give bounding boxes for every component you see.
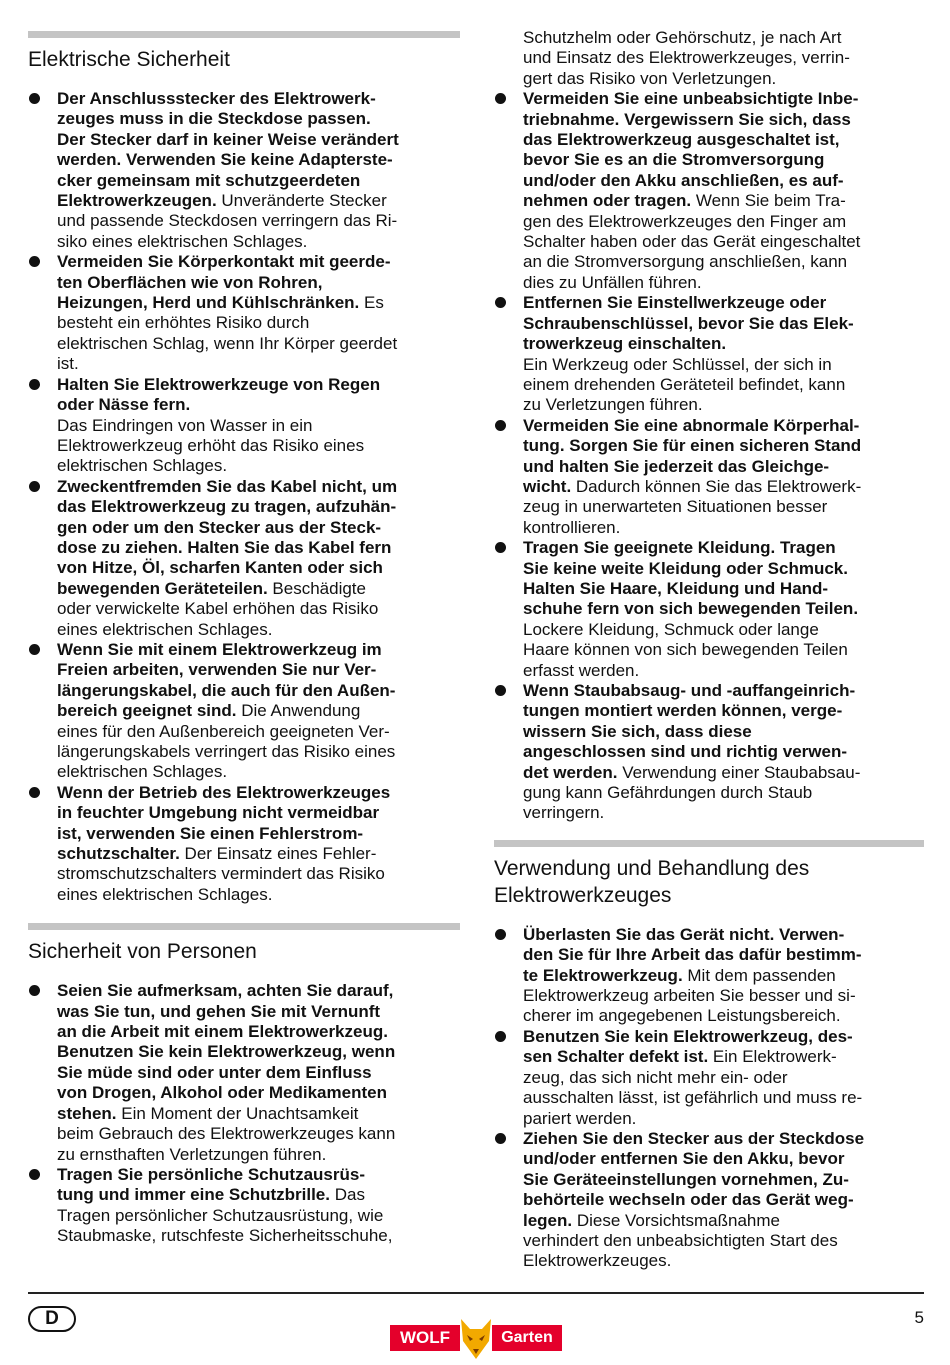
text-line: eines elektrischen Schlages. (57, 884, 273, 904)
text-line: zu Verletzungen führen. (523, 395, 703, 415)
bold-text: legen. (523, 1210, 573, 1230)
bold-text: bewegenden Geräteteilen. (57, 578, 268, 598)
normal-text: Wenn Sie beim Tra- (691, 191, 846, 211)
bold-line: ten Oberflächen wie von Rohren, (57, 272, 323, 292)
bold-line: Vermeiden Sie Körperkontakt mit geerde- (57, 252, 391, 272)
list-item (28, 89, 460, 252)
bold-line: behörteile wechseln oder das Gerät weg- (523, 1190, 854, 1210)
bold-line: an die Arbeit mit einem Elektrowerkzeug. (57, 1022, 388, 1042)
text-line: kontrollieren. (523, 517, 621, 537)
section-heading-tool-use (494, 855, 924, 909)
text-line: siko eines elektrischen Schlages. (57, 231, 308, 251)
list-item (28, 783, 460, 905)
bold-line: Sie keine weite Kleidung oder Schmuck. (523, 558, 848, 578)
bold-text: nehmen oder tragen. (523, 191, 692, 211)
bold-line: Ziehen Sie den Stecker aus der Steckdose (523, 1128, 865, 1148)
bold-line: Schraubenschlüssel, bevor Sie das Elek- (523, 313, 854, 333)
bold-line: Sie Geräteeinstellungen vornehmen, Zu- (523, 1169, 849, 1189)
text-line: ist. (57, 354, 79, 374)
text-line: Schutzhelm oder Gehörschutz, je nach Art (523, 28, 842, 47)
bold-line: Halten Sie Elektrowerkzeuge von Regen (57, 374, 381, 394)
normal-text: Unveränderte Stecker (216, 191, 387, 211)
list-item (28, 640, 460, 783)
bold-text: te Elektrowerkzeug. (523, 965, 683, 985)
electrical-safety-list (28, 89, 460, 905)
bold-line: Überlasten Sie das Gerät nicht. Verwen- (523, 924, 845, 944)
text-line: zu ernsthaften Verletzungen führen. (57, 1144, 327, 1164)
normal-text: Dadurch können Sie das Elektrowerk- (571, 476, 862, 496)
bold-line: Wenn Staubabsaug- und -auffangeinrich- (523, 681, 856, 700)
bold-text: oder Nässe fern. (57, 395, 191, 415)
bold-line: und/oder den Akku anschließen, es auf- (523, 170, 844, 190)
text-line: pariert werden. (523, 1108, 637, 1128)
text-line: zeug, das sich nicht mehr ein- oder (523, 1067, 788, 1087)
bold-line: in feuchter Umgebung nicht vermeidbar (57, 803, 380, 823)
mixed-line (57, 701, 460, 721)
section-heading-electrical-safety: Elektrische Sicherheit (28, 48, 230, 71)
normal-text: Beschädigte (267, 578, 366, 598)
bold-line: Wenn Sie mit einem Elektrowerkzeug im (57, 639, 382, 659)
mixed-line (523, 191, 924, 211)
text-line: Staubmaske, rutschfeste Sicherheitsschuhe, (57, 1226, 393, 1246)
bold-text: trowerkzeug einschalten. (523, 334, 727, 354)
text-line: Ein Werkzeug oder Schlüssel, der sich in (523, 354, 832, 374)
text-line: verringern. (523, 803, 605, 823)
bold-text: wicht. (523, 476, 572, 496)
heading-line: Elektrowerkzeuges (494, 883, 672, 907)
text-line: gen des Elektrowerkzeuges den Finger am (523, 211, 847, 231)
bold-line: dose zu ziehen. Halten Sie das Kabel fern (57, 537, 392, 557)
bold-line: das Elektrowerkzeug zu tragen, aufzuhän- (57, 497, 397, 517)
bullet-icon (29, 256, 40, 267)
text-line: oder verwickelte Kabel erhöhen das Risiko (57, 599, 379, 619)
bold-text: tung und immer eine Schutzbrille. (57, 1185, 330, 1205)
mixed-line (523, 763, 924, 783)
mixed-line (57, 579, 460, 599)
text-line: dies zu Unfällen führen. (523, 272, 702, 292)
section-heading-personal-safety: Sicherheit von Personen (28, 940, 257, 964)
bullet-icon (495, 1133, 506, 1144)
normal-text: Es (359, 293, 384, 313)
bullet-icon (29, 985, 40, 996)
heading-line: Verwendung und Behandlung des (494, 856, 810, 880)
text-line: beim Gebrauch des Elektrowerkzeuges kann (57, 1124, 396, 1144)
bullet-icon (495, 93, 506, 104)
bullet-icon (495, 929, 506, 940)
bullet-icon (29, 644, 40, 655)
list-item (28, 252, 460, 374)
bold-line: längerungskabel, die auch für den Außen- (57, 680, 396, 700)
bullet-icon (29, 379, 40, 390)
bold-line: angeschlossen sind und richtig verwen- (523, 742, 848, 762)
section-rule (28, 31, 460, 38)
list-item (494, 1027, 924, 1129)
bold-line: werden. Verwenden Sie keine Adapterste- (57, 150, 393, 170)
text-line: eines elektrischen Schlages. (57, 619, 273, 639)
text-line: Lockere Kleidung, Schmuck oder lange (523, 619, 819, 639)
text-line: elektrischen Schlages. (57, 456, 228, 476)
personal-safety-list-continued (494, 89, 924, 824)
bold-line: Wenn der Betrieb des Elektrowerkzeuges (57, 782, 391, 802)
bold-line: bevor Sie es an die Stromversorgung (523, 150, 825, 170)
normal-text: Diese Vorsichtsmaßnahme (572, 1210, 780, 1230)
text-line: an die Stromversorgung anschließen, kann (523, 252, 848, 272)
bullet-icon (29, 787, 40, 798)
text-line: zeug in unerwarteten Situationen besser (523, 497, 828, 517)
text-line: gert das Risiko von Verletzungen. (523, 68, 777, 88)
mixed-line (523, 1047, 924, 1067)
footer-rule (28, 1292, 924, 1294)
mixed-line (523, 334, 924, 354)
personal-safety-list (28, 981, 460, 1246)
mixed-line (523, 477, 924, 497)
bold-line: und halten Sie jederzeit das Gleichge- (523, 456, 830, 476)
wolf-garten-logo (390, 1313, 562, 1363)
section-rule (494, 840, 924, 847)
bold-line: Der Anschlussstecker des Elektrowerk- (57, 89, 376, 108)
bold-line: Benutzen Sie kein Elektrowerkzeug, wenn (57, 1042, 396, 1062)
bold-line: Vermeiden Sie eine abnormale Körperhal- (523, 415, 860, 435)
bold-line: Freien arbeiten, verwenden Sie nur Ver- (57, 660, 377, 680)
list-item (28, 981, 460, 1165)
normal-text: Ein Elektrowerk- (708, 1047, 837, 1067)
mixed-line (57, 293, 460, 313)
mixed-line (523, 966, 924, 986)
list-item (494, 89, 924, 293)
text-line: Haare können von sich bewegenden Teilen (523, 640, 848, 660)
text-line: einem drehenden Geräteteil befindet, kann (523, 374, 846, 394)
bold-text: schutzschalter. (57, 844, 180, 864)
bold-line: Vermeiden Sie eine unbeabsichtigte Inbe- (523, 89, 859, 109)
bold-line: und/oder entfernen Sie den Akku, bevor (523, 1149, 845, 1169)
bold-text: bereich geeignet sind. (57, 701, 237, 721)
list-item (494, 681, 924, 824)
normal-text: Die Anwendung (236, 701, 361, 721)
bold-line: den Sie für Ihre Arbeit das dafür bestimm- (523, 945, 862, 965)
text-line: Elektrowerkzeug erhöht das Risiko eines (57, 435, 365, 455)
text-line: besteht ein erhöhtes Risiko durch (57, 313, 310, 333)
mixed-line (57, 191, 460, 211)
text-line: und passende Steckdosen verringern das Ri- (57, 211, 398, 231)
bold-line: cker gemeinsam mit schutzgeerdeten (57, 170, 361, 190)
list-item (494, 925, 924, 1027)
list-item (28, 1165, 460, 1247)
bold-line: das Elektrowerkzeug ausgeschaltet ist, (523, 130, 840, 150)
text-line: Tragen persönlicher Schutzausrüstung, wie (57, 1205, 384, 1225)
bullet-icon (495, 420, 506, 431)
text-line: elektrischen Schlag, wenn Ihr Körper geerdet (57, 333, 398, 353)
mixed-line (523, 599, 924, 619)
bold-text: stehen. (57, 1103, 117, 1123)
bold-line: wissern Sie sich, dass diese (523, 721, 752, 741)
bullet-icon (495, 1031, 506, 1042)
bold-line: zeuges muss in die Steckdose passen. (57, 109, 371, 129)
list-item (494, 1129, 924, 1272)
section-rule (28, 923, 460, 930)
bold-line: gen oder um den Stecker aus der Steck- (57, 517, 382, 537)
text-line: ausschalten lässt, ist gefährlich und muss re- (523, 1088, 863, 1108)
tool-use-list (494, 925, 924, 1272)
bold-line: Entfernen Sie Einstellwerkzeuge oder (523, 293, 827, 313)
page-number: 5 (914, 1308, 924, 1327)
normal-text: Der Einsatz eines Fehler- (179, 844, 377, 864)
list-item (494, 416, 924, 538)
bold-line: Tragen Sie geeignete Kleidung. Tragen (523, 538, 836, 558)
bold-text: Heizungen, Herd und Kühlschränken. (57, 293, 360, 313)
bold-line: von Drogen, Alkohol oder Medikamenten (57, 1083, 387, 1103)
bold-line: Sie müde sind oder unter dem Einfluss (57, 1062, 372, 1082)
bold-text: det werden. (523, 762, 618, 782)
bold-text: sen Schalter defekt ist. (523, 1047, 709, 1067)
bold-line: tung. Sorgen Sie für einen sicheren Stand (523, 436, 862, 456)
mixed-line (57, 1104, 460, 1124)
text-line: verhindert den unbeabsichtigten Start des (523, 1230, 838, 1250)
bold-line: tungen montiert werden können, verge- (523, 701, 843, 721)
text-line: stromschutzschalters vermindert das Risiko (57, 864, 385, 884)
bullet-icon (29, 93, 40, 104)
text-line: längerungskabels verringert das Risiko eines (57, 742, 396, 761)
text-line: eines für den Außenbereich geeigneten Ver- (57, 721, 390, 741)
logo-text-left: WOLF (390, 1325, 460, 1351)
bold-text: schuhe fern von sich bewegenden Teilen. (523, 599, 859, 619)
normal-text: Verwendung einer Staubabsau- (617, 762, 861, 782)
text-line: cherer im angegebenen Leistungsbereich. (523, 1006, 841, 1026)
list-item (494, 538, 924, 681)
text-line: Schalter haben oder das Gerät eingeschaltet (523, 232, 861, 252)
bold-line: ist, verwenden Sie einen Fehlerstrom- (57, 823, 364, 843)
mixed-line (523, 1211, 924, 1231)
bullet-icon (495, 685, 506, 696)
bullet-icon (495, 297, 506, 308)
bold-line: Zweckentfremden Sie das Kabel nicht, um (57, 476, 398, 496)
bold-line: Tragen Sie persönliche Schutzausrüs- (57, 1164, 365, 1184)
continued-paragraph (494, 28, 924, 89)
bold-line: Der Stecker darf in keiner Weise verändert (57, 129, 399, 149)
list-item (28, 477, 460, 640)
normal-text: Das (329, 1185, 365, 1205)
bold-text: Elektrowerkzeugen. (57, 191, 217, 211)
text-line: elektrischen Schlages. (57, 762, 228, 782)
bold-line: Halten Sie Haare, Kleidung und Hand- (523, 578, 829, 598)
text-line: Elektrowerkzeuges. (523, 1251, 672, 1271)
logo-text-right: Garten (492, 1325, 562, 1351)
right-column (494, 0, 924, 1272)
text-line: gung kann Gefährdungen durch Staub (523, 783, 813, 803)
language-badge: D (28, 1306, 76, 1332)
bold-line: von Hitze, Öl, scharfen Kanten oder sich (57, 558, 383, 578)
list-item (494, 293, 924, 415)
text-line: Elektrowerkzeug arbeiten Sie besser und si- (523, 986, 856, 1006)
list-item (28, 375, 460, 477)
normal-text: Mit dem passenden (682, 965, 836, 985)
mixed-line (57, 844, 460, 864)
wolf-head-icon (458, 1313, 494, 1363)
normal-text: Ein Moment der Unachtsamkeit (116, 1103, 359, 1123)
bold-line: Benutzen Sie kein Elektrowerkzeug, des- (523, 1026, 853, 1046)
text-line: Das Eindringen von Wasser in ein (57, 415, 313, 435)
bold-line: Seien Sie aufmerksam, achten Sie darauf, (57, 981, 394, 1001)
text-line: erfasst werden. (523, 660, 640, 680)
bullet-icon (29, 481, 40, 492)
mixed-line (57, 395, 460, 415)
mixed-line (57, 1185, 460, 1205)
bullet-icon (29, 1169, 40, 1180)
left-column (28, 0, 460, 1247)
bullet-icon (495, 542, 506, 553)
bold-line: triebnahme. Vergewissern Sie sich, dass (523, 109, 851, 129)
bold-line: was Sie tun, und gehen Sie mit Vernunft (57, 1001, 381, 1021)
text-line: und Einsatz des Elektrowerkzeuges, verrin- (523, 48, 850, 68)
